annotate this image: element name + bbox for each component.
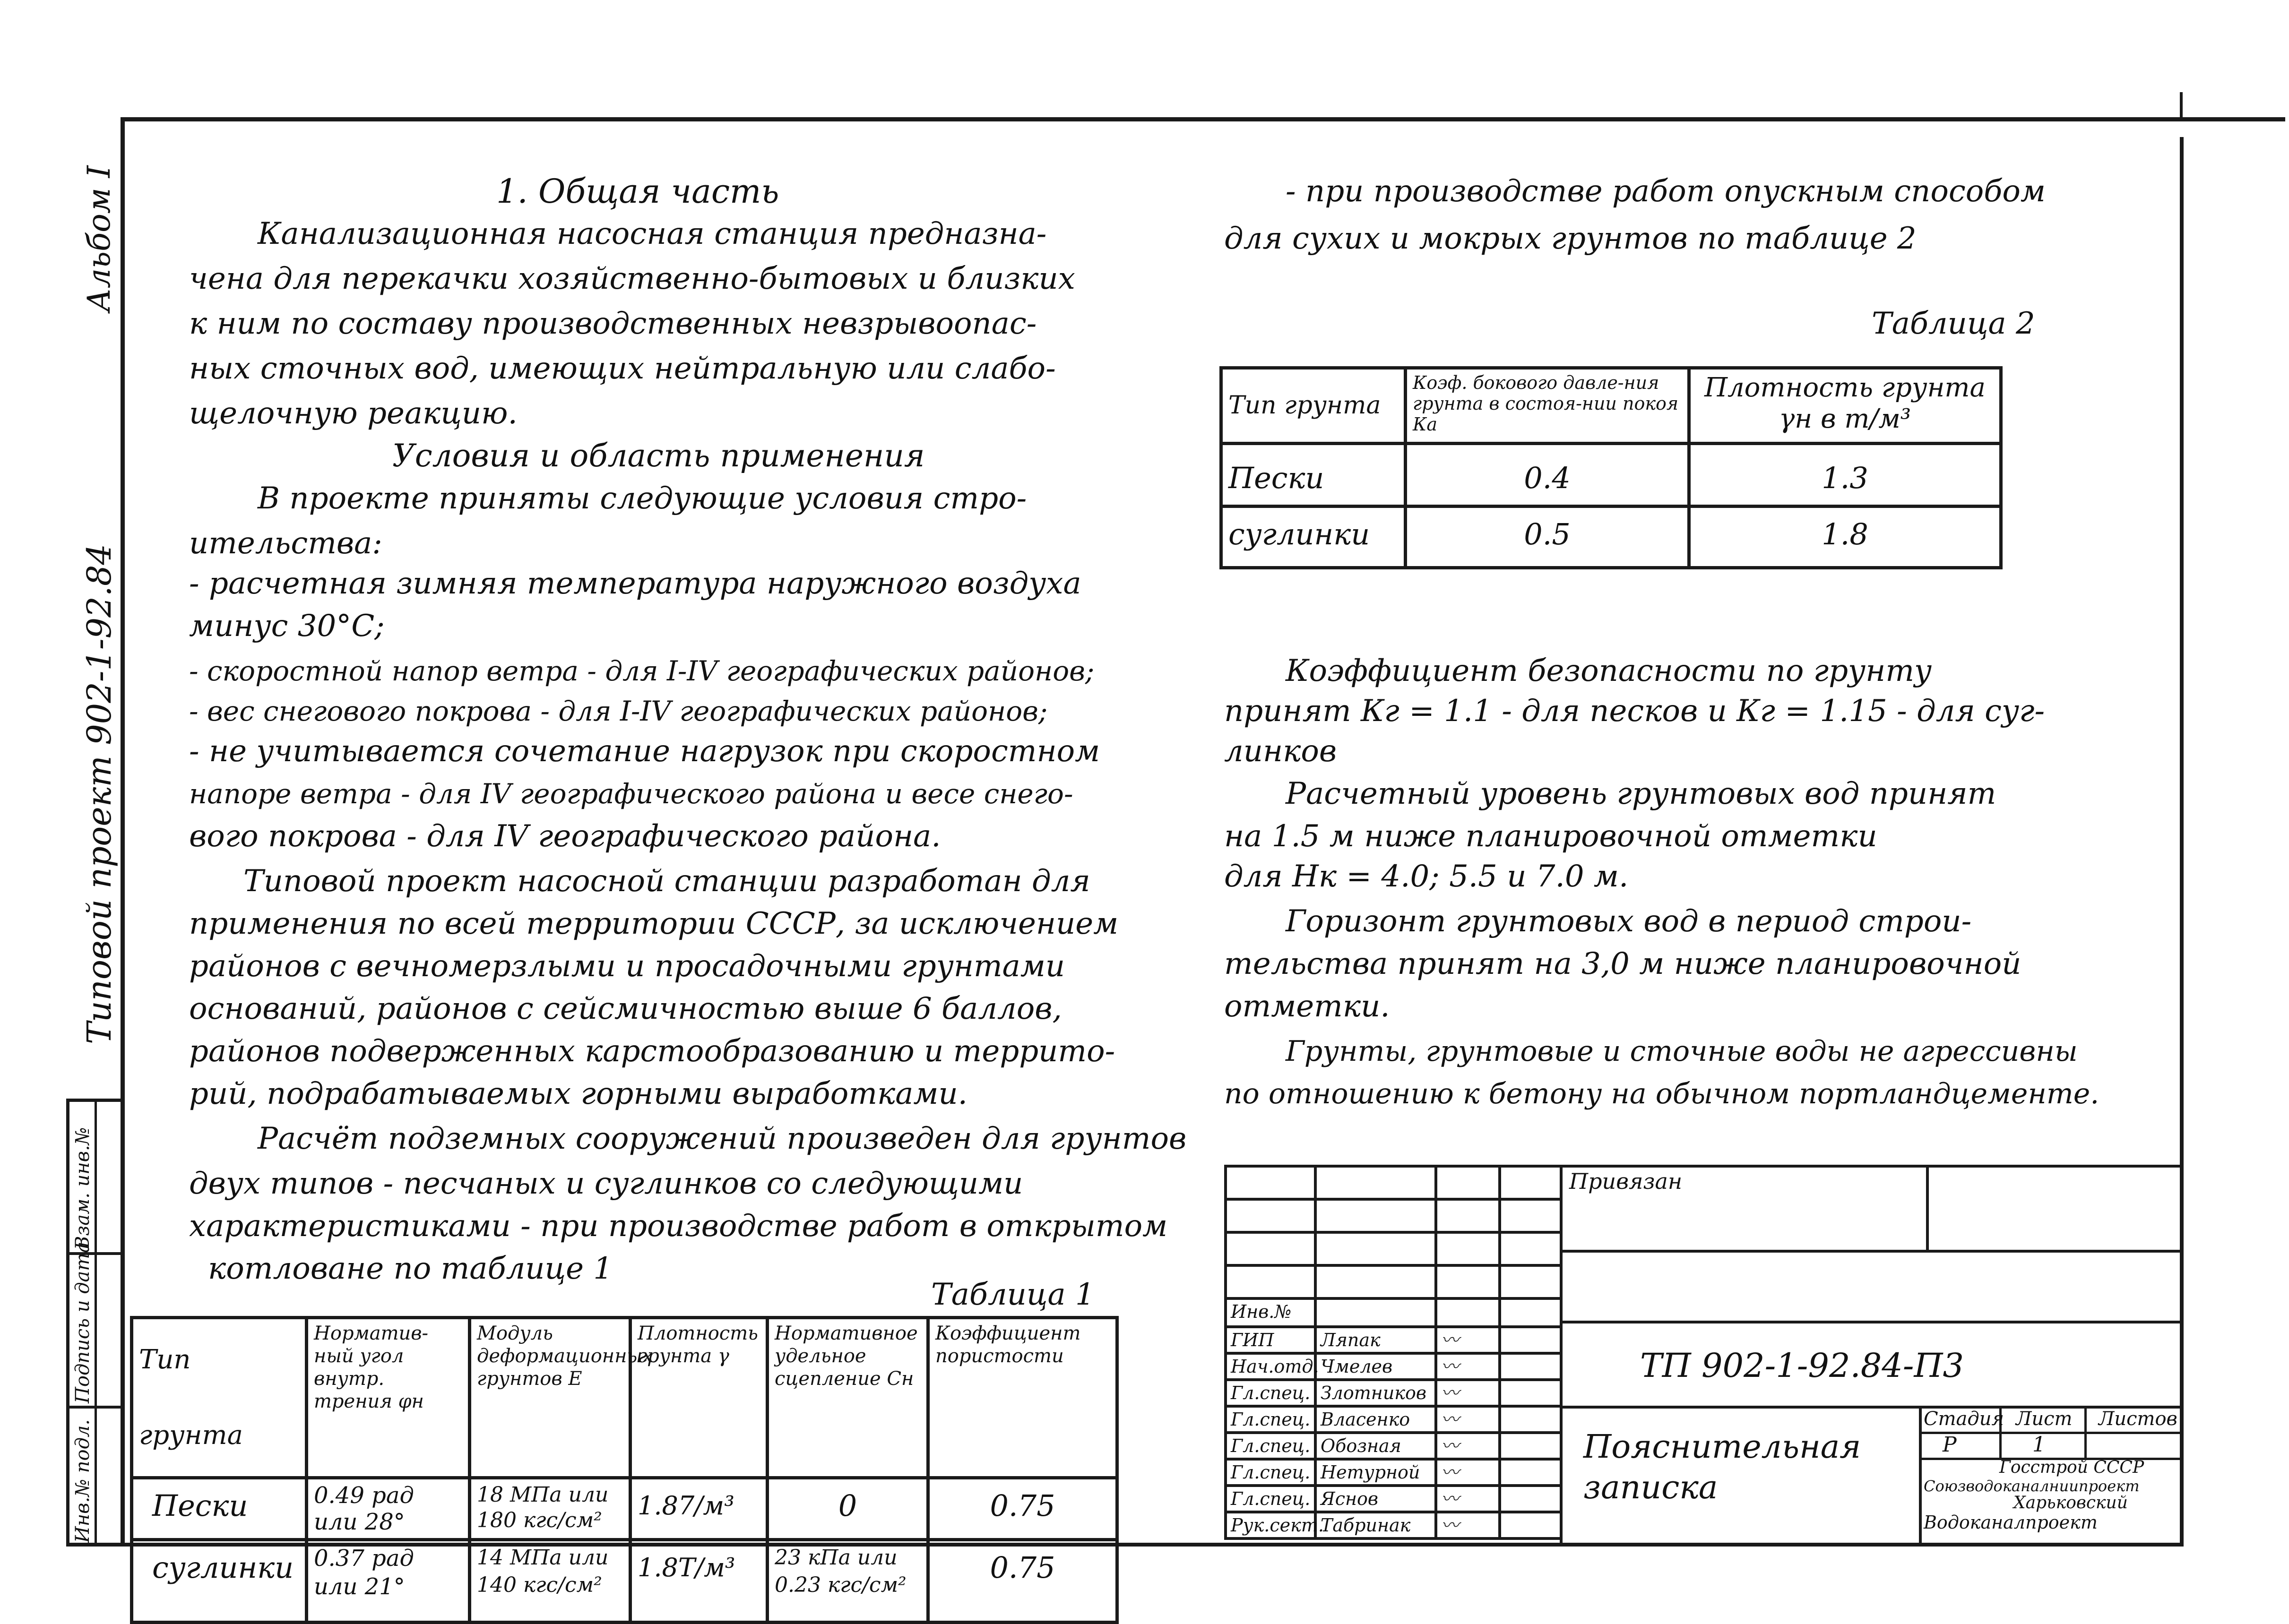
table2-header-row: [1221, 368, 2001, 444]
corner-mark: [2180, 92, 2183, 118]
table2-caption: Таблица 2: [1872, 306, 2035, 341]
privyazan-label: Привязан: [1569, 1169, 1683, 1194]
table-row: [1221, 444, 2001, 507]
right-line-4: Расчетный уровень грунтовых вод принят: [1286, 776, 1996, 811]
right-line-9: отметки.: [1224, 989, 1390, 1024]
intro-line-4: ных сточных вод, имеющих нейтральную или слабо-: [189, 351, 1056, 386]
conditions-line-9: вого покрова - для IV географического района.: [189, 819, 941, 854]
stamp-role-row: [1226, 1327, 1561, 1353]
table1-cell: 14 МПа или 140 кгс/см²: [470, 1540, 631, 1623]
stamp-name: Власенко: [1315, 1406, 1436, 1433]
album-text: Альбом I: [81, 165, 117, 312]
table2-cell: 1.3: [1689, 444, 2001, 507]
table1-cell: 23 кПа или 0.23 кгс/см²: [768, 1540, 928, 1623]
application-line-5: районов подверженных карстообразованию и террито-: [189, 1034, 1115, 1069]
stamp-vsep-3: [1919, 1406, 1922, 1543]
right-line-11: по отношению к бетону на обычном портландцементе.: [1224, 1077, 2099, 1110]
table1-caption: Таблица 1: [931, 1277, 1095, 1312]
stamp-role: Гл.спец.: [1226, 1486, 1315, 1512]
frame-top-line: [121, 117, 2285, 121]
table1-cell: 18 МПа или 180 кгс/см²: [470, 1478, 631, 1540]
right-line-1: Коэффициент безопасности по грунту: [1286, 653, 1932, 688]
table2-header-cell: Тип грунта: [1221, 368, 1406, 444]
conditions-line-6: - вес снегового покрова - для I-IV географических районов;: [189, 695, 1048, 727]
calc-line-2: двух типов - песчаных и суглинков со следующими: [189, 1166, 1023, 1201]
table2-cell: 1.8: [1689, 507, 2001, 568]
right-line-3: линков: [1224, 734, 1337, 769]
calc-line-4: котловане по таблице 1: [208, 1251, 613, 1286]
table2-cell: 0.4: [1406, 444, 1689, 507]
application-line-3: районов с вечномерзлыми и просадочными грунтами: [189, 949, 1065, 984]
stamp-role: Гл.спец.: [1226, 1433, 1315, 1459]
inv-label: Инв.№: [1226, 1298, 1315, 1327]
strip-box-label-3: Взам. инв.№: [72, 1127, 94, 1250]
signature: 〰: [1436, 1406, 1500, 1433]
table2-header-cell: Плотность грунта γн в т/м³: [1689, 368, 2001, 444]
conditions-line-3: - расчетная зимняя температура наружного воздуха: [189, 566, 1081, 601]
stage-header-2: Лист: [2016, 1408, 2073, 1430]
stamp-line-a: [1560, 1250, 2184, 1253]
signature: 〰: [1436, 1380, 1500, 1406]
table1-cell: суглинки: [132, 1540, 307, 1623]
right-line-5: на 1.5 м ниже планировочной отметки: [1224, 819, 1877, 854]
stamp-role: Гл.спец.: [1226, 1459, 1315, 1486]
org-line-3: Харьковский: [2013, 1493, 2128, 1512]
stamp-role: Гл.спец.: [1226, 1406, 1315, 1433]
right-line-top-1: - при производстве работ опускным способом: [1286, 174, 2046, 209]
frame-right-line: [2180, 137, 2184, 1547]
table1-header-cell: Нормативное удельное сцепление Сн: [768, 1318, 928, 1478]
intro-line-5: щелочную реакцию.: [189, 396, 518, 431]
stamp-vsep-2: [1926, 1165, 1929, 1250]
subtitle: Условия и область применения: [392, 438, 925, 474]
doc-code: ТП 902-1-92.84-П3: [1640, 1346, 1964, 1385]
conditions-line-2: ительства:: [189, 526, 382, 561]
left-strip-inner: [95, 1099, 97, 1547]
conditions-line-5: - скоростной напор ветра - для I-IV географических районов;: [189, 655, 1095, 687]
table1-header-cell: Норматив-ный угол внутр. трения φн: [307, 1318, 470, 1478]
table1-cell: 0: [768, 1478, 928, 1540]
org-line-1: Госстрой СССР: [1999, 1458, 2144, 1477]
stamp-name: Табринак: [1315, 1512, 1436, 1538]
frame-left-line: [121, 117, 125, 1547]
application-line-1: Типовой проект насосной станции разработан для: [243, 864, 1090, 899]
stage-header-3: Листов: [2099, 1408, 2177, 1430]
conditions-line-4: минус 30°С;: [189, 609, 385, 644]
application-line-2: применения по всей территории СССР, за исключением: [189, 906, 1119, 941]
right-line-2: принят Кг = 1.1 - для песков и Кг = 1.15 - для суг-: [1224, 694, 2045, 729]
table1-cell: 1.8Т/м³: [631, 1540, 768, 1623]
stamp-role-row: [1226, 1486, 1561, 1512]
application-line-4: оснований, районов с сейсмичностью выше 6 баллов,: [189, 991, 1062, 1026]
stamp-vsep-5: [2084, 1406, 2087, 1458]
intro-line-1: Канализационная насосная станция предназна-: [258, 216, 1047, 251]
stamp-name: Чмелев: [1315, 1353, 1436, 1380]
calc-line-3: характеристиками - при производстве работ в открытом: [189, 1209, 1168, 1244]
table2-cell: суглинки: [1221, 507, 1406, 568]
stamp-role: Гл.спец.: [1226, 1380, 1315, 1406]
section-title: 1. Общая часть: [496, 172, 779, 211]
table1-cell: 1.87/м³: [631, 1478, 768, 1540]
table1-cell: 0.37 рад или 21°: [307, 1540, 470, 1623]
stamp-role-row: [1226, 1512, 1561, 1538]
stamp-role-row: [1226, 1459, 1561, 1486]
table2-cell: 0.5: [1406, 507, 1689, 568]
intro-line-2: чена для перекачки хозяйственно-бытовых и близких: [189, 261, 1075, 296]
org-line-2: Союзводоканалниипроект: [1924, 1477, 2140, 1495]
conditions-line-8: напоре ветра - для IV географического района и весе снего-: [189, 778, 1073, 810]
right-line-top-2: для сухих и мокрых грунтов по таблице 2: [1224, 221, 1917, 256]
stamp-vsep: [1560, 1165, 1563, 1543]
stamp-role: ГИП: [1226, 1327, 1315, 1353]
stage-header-1: Стадия: [1924, 1408, 2004, 1430]
table2: [1219, 366, 2003, 569]
right-line-8: тельства принят на 3,0 м ниже планировочной: [1224, 946, 2021, 981]
stamp-role-row: [1226, 1380, 1561, 1406]
stamp-name: Ляпак: [1315, 1327, 1436, 1353]
stage-value-2: 1: [2032, 1433, 2046, 1457]
strip-box-label-1: Инв.№ подл.: [72, 1419, 94, 1543]
table1-header-cell: Модуль деформационных грунтов Е: [470, 1318, 631, 1478]
strip-box-label-2: Подпись и дата: [72, 1241, 94, 1403]
table2-cell: Пески: [1221, 444, 1406, 507]
stage-value-1: Р: [1943, 1433, 1957, 1457]
series-text: Типовой проект 902-1-92.84: [80, 544, 119, 1044]
signature: 〰: [1436, 1327, 1500, 1353]
doc-title: Пояснительная записка: [1583, 1428, 1861, 1506]
conditions-line-1: В проекте приняты следующие условия стро-: [258, 481, 1027, 516]
stamp-role-row: [1226, 1406, 1561, 1433]
table-row: [132, 1478, 1117, 1540]
table1-cell: Пески: [132, 1478, 307, 1540]
conditions-line-7: - не учитывается сочетание нагрузок при скоростном: [189, 734, 1100, 769]
table1-header-row: [132, 1318, 1117, 1478]
table-row: [1221, 507, 2001, 568]
application-line-6: рий, подрабатываемых горными выработками.: [189, 1076, 967, 1111]
table2-header-cell: Коэф. бокового давле-ния грунта в состоя-нии покоя Ка: [1406, 368, 1689, 444]
calc-line-1: Расчёт подземных сооружений произведен для грунтов: [258, 1121, 1187, 1156]
table1-cell: 0.75: [928, 1478, 1117, 1540]
right-line-7: Горизонт грунтовых вод в период строи-: [1286, 904, 1972, 939]
right-line-10: Грунты, грунтовые и сточные воды не агрессивны: [1286, 1035, 2078, 1068]
signature: 〰: [1436, 1486, 1500, 1512]
signature: 〰: [1436, 1433, 1500, 1459]
stamp-name: Яснов: [1315, 1486, 1436, 1512]
table1-header-cell: Коэффициент пористости: [928, 1318, 1117, 1478]
title-block-grid: [1224, 1165, 1563, 1540]
stamp-role: Нач.отд.: [1226, 1353, 1315, 1380]
stamp-line-d: [1919, 1432, 2184, 1434]
table1-cell: 0.49 рад или 28°: [307, 1478, 470, 1540]
table1-cell: 0.75: [928, 1540, 1117, 1623]
stamp-name: Нетурной: [1315, 1459, 1436, 1486]
table1-header-cell: Плотность грунта γ: [631, 1318, 768, 1478]
table1-header-cell: Тип грунта: [132, 1318, 307, 1478]
signature: 〰: [1436, 1353, 1500, 1380]
org-line-4: Водоканалпроект: [1924, 1512, 2098, 1533]
signature: 〰: [1436, 1459, 1500, 1486]
stamp-role: Рук.сект.: [1226, 1512, 1315, 1538]
stamp-name: Злотников: [1315, 1380, 1436, 1406]
right-line-6: для Нк = 4.0; 5.5 и 7.0 м.: [1224, 859, 1629, 894]
signature: 〰: [1436, 1512, 1500, 1538]
stamp-name: Обозная: [1315, 1433, 1436, 1459]
table-row: [132, 1540, 1117, 1623]
stamp-role-row: [1226, 1433, 1561, 1459]
left-strip-line: [66, 1099, 69, 1547]
table1: [130, 1316, 1119, 1624]
intro-line-3: к ним по составу производственных невзрывоопас-: [189, 306, 1037, 341]
stamp-role-row: [1226, 1353, 1561, 1380]
stamp-line-b: [1560, 1321, 2184, 1323]
stamp-line-c: [1560, 1406, 2184, 1409]
